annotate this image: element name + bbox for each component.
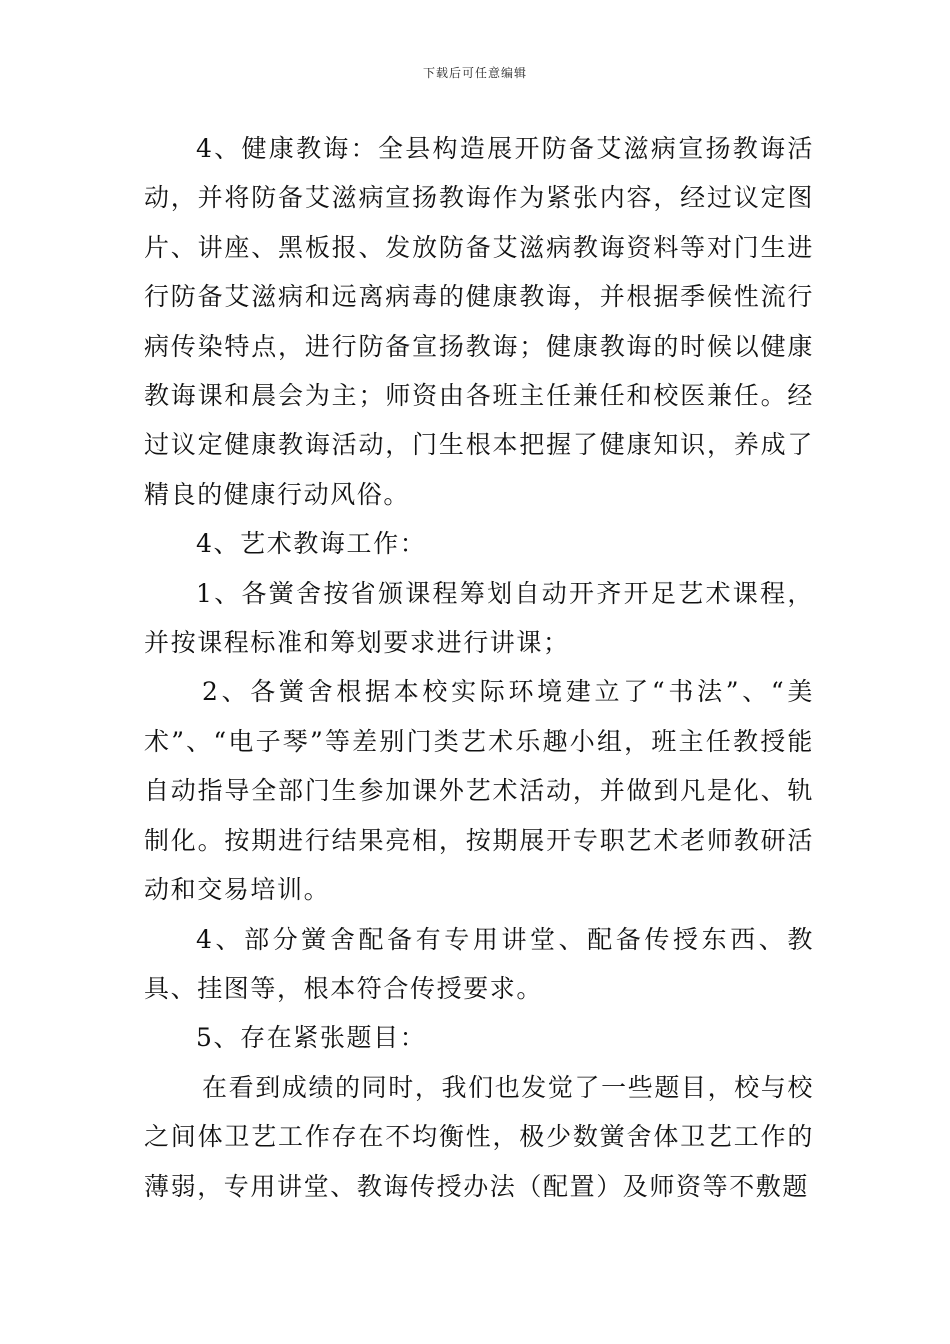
header-note: 下载后可任意编辑 (422, 66, 527, 80)
paragraph-problems-heading: 5、存在紧张题目： (196, 1023, 427, 1053)
document-body (144, 124, 814, 1211)
paragraph-facilities: 4、部分黉舍配备有专用讲堂、配备传授东西、教具、挂图等，根本符合传授要求。 (144, 924, 814, 1003)
paragraph-art-groups: 2、各黉舍根据本校实际环境建立了“书法”、“美术”、“电子琴”等差别门类艺术乐趣小组，班主任教授能自动指导全部门生参加课外艺术活动，并做到凡是化、轨制化。按期进行结果亮相，按期展开专职艺术老师教研活动和交易培训。 (144, 677, 814, 905)
paragraph-art-courses: 1、各黉舍按省颁课程筹划自动开齐开足艺术课程，并按课程标准和筹划要求进行讲课； (144, 578, 814, 658)
paragraph-problems: 在看到成绩的同时，我们也发觉了一些题目，校与校之间体卫艺工作存在不均衡性，极少数黉舍体卫艺工作的薄弱，专用讲堂、教诲传授办法（配置）及师资等不敷题 (144, 1072, 814, 1201)
paragraph-health-education: 4、健康教诲：全县构造展开防备艾滋病宣扬教诲活动，并将防备艾滋病宣扬教诲作为紧张内容，经过议定图片、讲座、黑板报、发放防备艾滋病教诲资料等对门生进行防备艾滋病和远离病毒的健康教诲，并根据季候性流行病传染特点，进行防备宣扬教诲；健康教诲的时候以健康教诲课和晨会为主；师资由各班主任兼任和校医兼任。经过议定健康教诲活动，门生根本把握了健康知识，养成了精良的健康行动风俗。 (144, 134, 814, 509)
paragraph-art-education-heading: 4、艺术教诲工作： (196, 529, 427, 559)
